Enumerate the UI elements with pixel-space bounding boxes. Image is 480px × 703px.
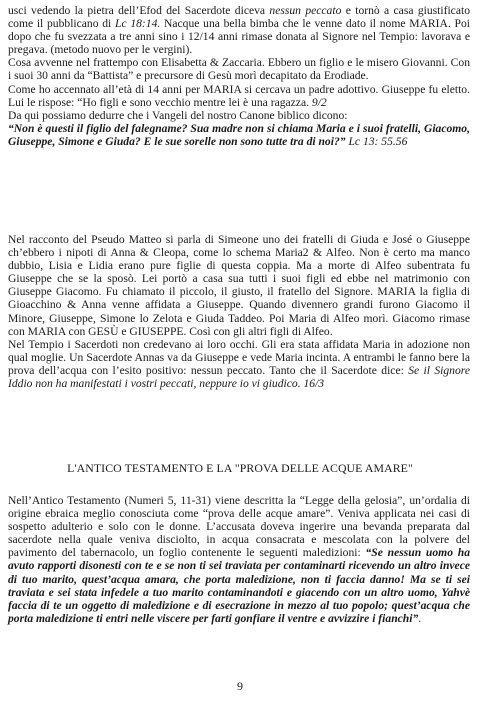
gospel-quote: “Non è questi il figlio del falegname? Sua madre non si chiama Maria e i suoi fratelli, Giacomo, Giuseppe, Simone e Giuda? E le sue sorelle non sono tutte tra di noi?”	[8, 121, 470, 148]
reference-number: 9/2	[311, 95, 327, 109]
paragraph-pseudo-matteo: Nel racconto del Pseudo Matteo si parla di Simeone uno dei fratelli di Giuda e José o Giuseppe ch’ebbero i nipoti di Anna & Cleopa, come lo schema Maria2 & Alfeo. Non è certo ma manco dubbio, Lisia e Lidia erano pure figlie di questa coppia. Ma a morte di Alfeo subentrata fu Giuseppe che se la sposò. Lei portò a casa sua tutti i suoi figli ed ebbe nel matrimonio con Giuseppe Giacomo. Fu chiamato il piccolo, il giusto, il fratello del Signore. MARIA la figlia di Gioacchino & Anna venne affidata a Giuseppe. Quando divennero grandi furono Giacomo il Minore, Giuseppe, Simone lo Zelota e Giuda Taddeo. Poi Maria di Alfeo morì. Giacomo rimase con MARIA con GESÙ e GIUSEPPE. Così con gli altri figli di Alfeo.	[8, 233, 470, 338]
paragraph-elisabetta: Cosa avvenne nel frattempo con Elisabetta & Zaccaria. Ebbero un figlio e le misero Giovanni. Con i suoi 30 anni da “Battista” e precursore di Gesù morì decapitato da Erodiade.	[8, 56, 470, 83]
text-run: Nell’Antico Testamento (Numeri 5, 11-31) viene descritta la “Legge della gelosia”, un’ordalia di origine ebraica meglio conosciuta come “prova delle acque amare”. Veniva applicata nei casi di sospetto adulterio e solo con le donne. L’accusata doveva ingerire una bevanda preparata dal sacerdote nella quale veniva disciolto, in acqua consacrata e mescolata con la polvere del pavimento del tabernacolo, un foglio contenente le seguenti maledizioni:	[8, 494, 470, 560]
page-number: 9	[237, 679, 243, 693]
paragraph-gospel-quote	[8, 122, 470, 148]
paragraph-adoption	[8, 83, 470, 109]
section-heading: L'ANTICO TESTAMENTO E LA "PROVA DELLE ACQUE AMARE"	[67, 461, 413, 475]
text-run: e tornò a casa giustificato come il pubblicano di	[8, 4, 470, 31]
paragraph-efod	[8, 4, 470, 56]
bible-reference: Lc 13: 55.56	[345, 134, 408, 148]
text-section-bitter-waters	[8, 494, 470, 625]
text-run: Nel Tempio i Sacerdoti non credevano ai loro occhi. Gli era stata affidata Maria in adozione non qual moglie. Un Sacerdote Annas va da Giuseppe e vede Maria incinta. A entrambi le fanno bere la prova dell’acqua con l’esito positivo: nessun peccato. Tanto che il Sacerdote dice:	[8, 337, 470, 377]
text-section-pseudo-matteo	[8, 233, 470, 390]
text-run: usci vedendo la pietra dell’Efod del Sacerdote diceva	[8, 4, 270, 17]
text-section-mary-childhood	[8, 4, 470, 148]
paragraph-numbers	[8, 494, 470, 625]
paragraph-canon-intro: Da qui possiamo dedurre che i Vangeli del nostro Canone biblico dicono:	[8, 108, 348, 122]
priest-quote: Se il Signore Iddio non ha manifestati i vostri peccati, neppure io vi giudico. 16/3	[8, 363, 470, 391]
text-run: Nacque una bella bimba che le venne dato il nome MARIA. Poi dopo che fu svezzata a tre anni sino i 12/14 anni rimase donata al Signore nel Tempio: lavorava e pregava. (metodo nuovo per le vergini).	[8, 17, 470, 57]
text-run: Come ho accennato all’età di 14 anni per MARIA si cercava un padre adottivo. Giuseppe fu eletto. Lui le rispose: “Ho figli e sono vecchio mentre lei è una ragazza.	[8, 82, 470, 109]
curse-quote: “Se nessun uomo ha avuto rapporti disonesti con te e se non ti sei traviata per contaminarti ricevendo un altro invece di tuo marito, quest’acqua amara, che porta maledizione, non ti faccia danno! Ma se ti sei traviata e sei stata infedele a tuo marito contaminandoti e giacendo con un altro uomo, Yahvè faccia di te un oggetto di maledizione e di esecrazione in mezzo al tuo popolo; quest’acqua che porta maledizione ti entri nelle viscere per farti gonfiare il ventre e avvizzire i fianchi”	[8, 546, 471, 625]
text-run: .	[418, 611, 422, 625]
italic-run: nessun peccato	[269, 4, 342, 17]
bible-reference: Lc 18:14.	[115, 17, 161, 31]
paragraph-temple-test	[8, 338, 470, 390]
